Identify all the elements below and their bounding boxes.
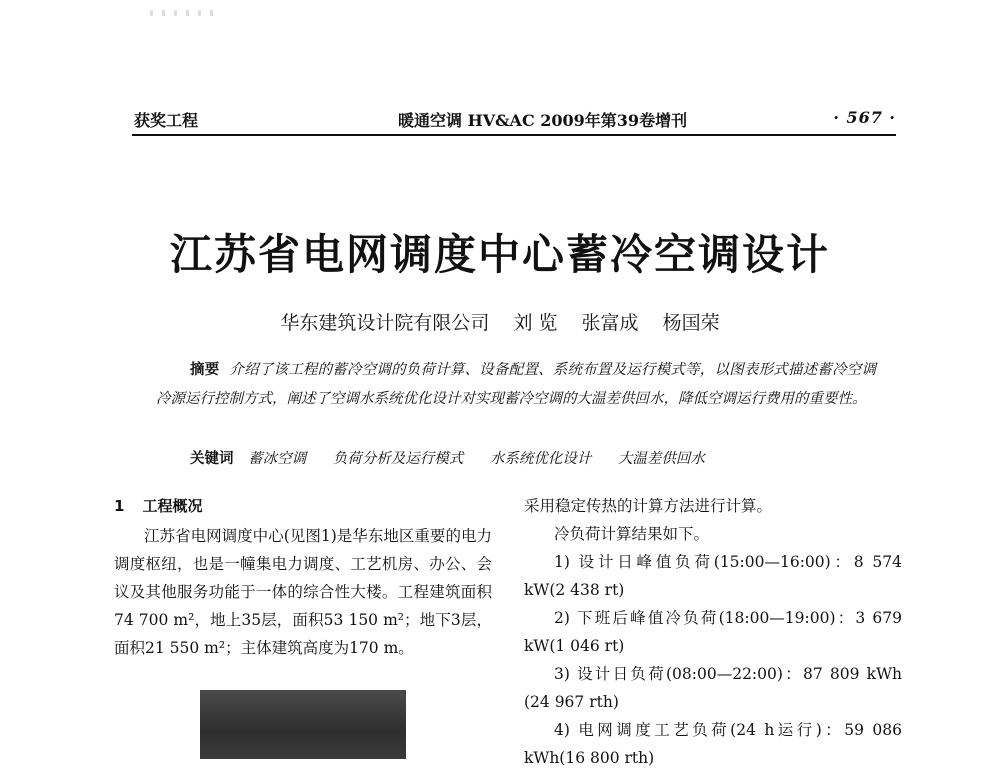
abstract-text: 介绍了该工程的蓄冷空调的负荷计算、设备配置、系统布置及运行模式等，以图表形式描述蓄冷空调冷源运行控制方式，阐述了空调水系统优化设计对实现蓄冷空调的大温差供回水，降低空调运行费用的重要性。: [156, 362, 877, 407]
right-column: [524, 492, 902, 772]
load-item: 3) 设计日负荷(08:00—22:00)：87 809 kWh (24 967 rth): [524, 665, 902, 711]
keyword: 大温差供回水: [617, 451, 705, 467]
section-heading: [114, 492, 492, 520]
author-name: 杨国荣: [662, 312, 720, 334]
running-header: [132, 108, 896, 136]
paper-title: 江苏省电网调度中心蓄冷空调设计: [169, 230, 830, 279]
keywords: [190, 445, 727, 474]
author-line: [0, 308, 1000, 335]
scan-artifact: [150, 10, 220, 16]
body-line: 冷负荷计算结果如下。: [554, 525, 710, 543]
author-name: 张富成: [581, 312, 639, 334]
keyword: 蓄冰空调: [248, 451, 307, 467]
keyword: 水系统优化设计: [489, 451, 592, 467]
keyword: 负荷分析及运行模式: [332, 451, 464, 467]
keywords-label: 关键词: [190, 451, 234, 467]
section-number: 1: [114, 497, 125, 515]
load-item: 4) 电网调度工艺负荷(24 h运行)：59 086 kWh(16 800 rth): [524, 721, 902, 767]
header-section-label: 获奖工程: [134, 111, 199, 130]
body-line: 采用稳定传热的计算方法进行计算。: [524, 497, 773, 515]
author-name: 刘 览: [513, 312, 558, 334]
left-column: [114, 492, 492, 662]
author-affiliation: 华东建筑设计院有限公司: [280, 312, 490, 334]
abstract: [156, 356, 876, 414]
body-paragraph: 江苏省电网调度中心(见图1)是华东地区重要的电力调度枢纽，也是一幢集电力调度、工艺机房、办公、会议及其他服务功能于一体的综合性大楼。工程建筑面积74 700 m²，地上35层，面积53 150 m²；地下3层，面积21 550 m²；主体建筑高度为170 m。: [114, 527, 492, 657]
abstract-label: 摘要: [190, 362, 220, 378]
load-item: 2) 下班后峰值冷负荷(18:00—19:00)：3 679 kW(1 046 rt): [524, 609, 902, 655]
building-photo: [200, 690, 406, 759]
load-item: 1) 设计日峰值负荷(15:00—16:00)：8 574 kW(2 438 rt): [524, 553, 902, 599]
header-journal-info: 暖通空调 HV&AC 2009年第39卷增刊: [398, 111, 688, 130]
section-title: 工程概况: [142, 497, 203, 515]
header-page-number: · 567 ·: [833, 108, 896, 127]
